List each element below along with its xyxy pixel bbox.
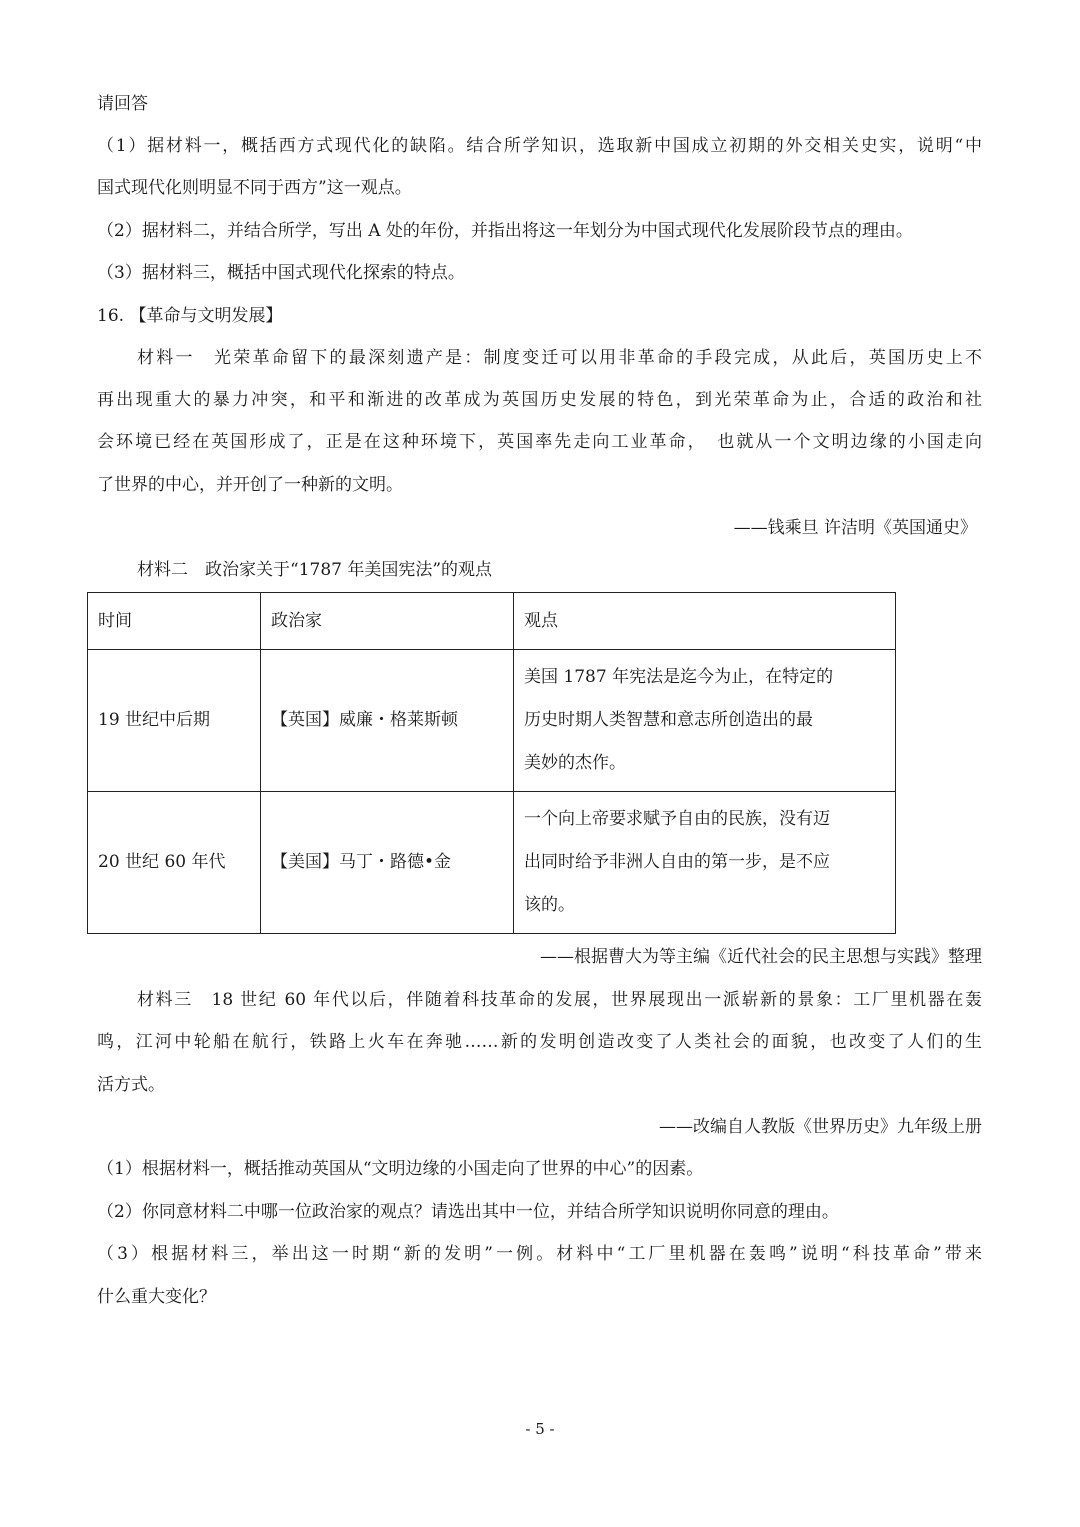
- material-3-line: 材料三 18 世纪 60 年代以后，伴随着科技革命的发展，世界展现出一派崭新的景象：工厂里机器在轰: [137, 990, 982, 1010]
- q16-heading: 16. 【革命与文明发展】: [97, 306, 283, 326]
- q16-subquestion-1: （1）根据材料一，概括推动英国从“文明边缘的小国走向了世界的中心”的因素。: [97, 1159, 704, 1179]
- material-1-line: 会环境已经在英国形成了，正是在这种环境下，英国率先走向工业革命， 也就从一个文明边缘的小国走向: [97, 432, 982, 452]
- view-line: 一个向上帝要求赋予自由的民族，没有迈: [524, 809, 830, 829]
- material-2-source: ——根据曹大为等主编《近代社会的民主思想与实践》整理: [540, 947, 982, 967]
- table-header-cell: 时间: [88, 593, 261, 650]
- table-cell-time: 20 世纪 60 年代: [88, 792, 261, 934]
- view-line: 美国 1787 年宪法是迄今为止，在特定的: [524, 667, 834, 687]
- material-3-source: ——改编自人教版《世界历史》九年级上册: [659, 1117, 982, 1137]
- q15-subquestion-3: （3）据材料三，概括中国式现代化探索的特点。: [97, 263, 465, 283]
- table-cell-statesman: 【英国】威廉・格莱斯顿: [261, 650, 514, 792]
- q15-subquestion-1-cont: 国式现代化则明显不同于西方”这一观点。: [97, 178, 412, 198]
- page-number: - 5 -: [525, 1420, 555, 1438]
- answer-prompt: 请回答: [97, 94, 148, 114]
- material-1-source: ——钱乘旦 许洁明《英国通史》: [733, 518, 977, 538]
- view-line: 美妙的杰作。: [524, 753, 626, 773]
- table-cell-view: [514, 650, 896, 792]
- q16-subquestion-3-cont: 什么重大变化？: [97, 1287, 216, 1307]
- q15-subquestion-2: （2）据材料二，并结合所学，写出 A 处的年份，并指出将这一年划分为中国式现代化发展阶段节点的理由。: [97, 221, 913, 241]
- material-3-line: 鸣，江河中轮船在航行，铁路上火车在奔驰……新的发明创造改变了人类社会的面貌，也改变了人们的生: [97, 1032, 982, 1052]
- table-row: [88, 650, 896, 792]
- view-line: 历史时期人类智慧和意志所创造出的最: [524, 710, 813, 730]
- material-1-line: 材料一 光荣革命留下的最深刻遗产是：制度变迁可以用非革命的手段完成，从此后，英国历史上不: [137, 348, 982, 368]
- q16-subquestion-3: （3）根据材料三，举出这一时期“新的发明”一例。材料中“工厂里机器在轰鸣”说明“科技革命”带来: [97, 1244, 982, 1264]
- table-header-cell: 观点: [514, 593, 896, 650]
- table-row: [88, 792, 896, 934]
- table-header-cell: 政治家: [261, 593, 514, 650]
- q15-subquestion-1: （1）据材料一，概括西方式现代化的缺陷。结合所学知识，选取新中国成立初期的外交相关史实，说明“中: [97, 136, 982, 156]
- q16-subquestion-2: （2）你同意材料二中哪一位政治家的观点？请选出其中一位，并结合所学知识说明你同意的理由。: [97, 1202, 839, 1222]
- view-line: 出同时给予非洲人自由的第一步，是不应: [524, 852, 830, 872]
- material-2-caption: 材料二 政治家关于“1787 年美国宪法”的观点: [137, 560, 493, 580]
- view-line: 该的。: [524, 895, 575, 915]
- table-cell-statesman: 【美国】马丁・路德•金: [261, 792, 514, 934]
- statesmen-viewpoint-table: [87, 592, 896, 934]
- material-3-line: 活方式。: [97, 1075, 165, 1095]
- table-cell-view: [514, 792, 896, 934]
- material-1-line: 再出现重大的暴力冲突，和平和渐进的改革成为英国历史发展的特色，到光荣革命为止，合适的政治和社: [97, 390, 982, 410]
- material-1-line: 了世界的中心，并开创了一种新的文明。: [97, 475, 403, 495]
- table-cell-time: 19 世纪中后期: [88, 650, 261, 792]
- table-header-row: [88, 593, 896, 650]
